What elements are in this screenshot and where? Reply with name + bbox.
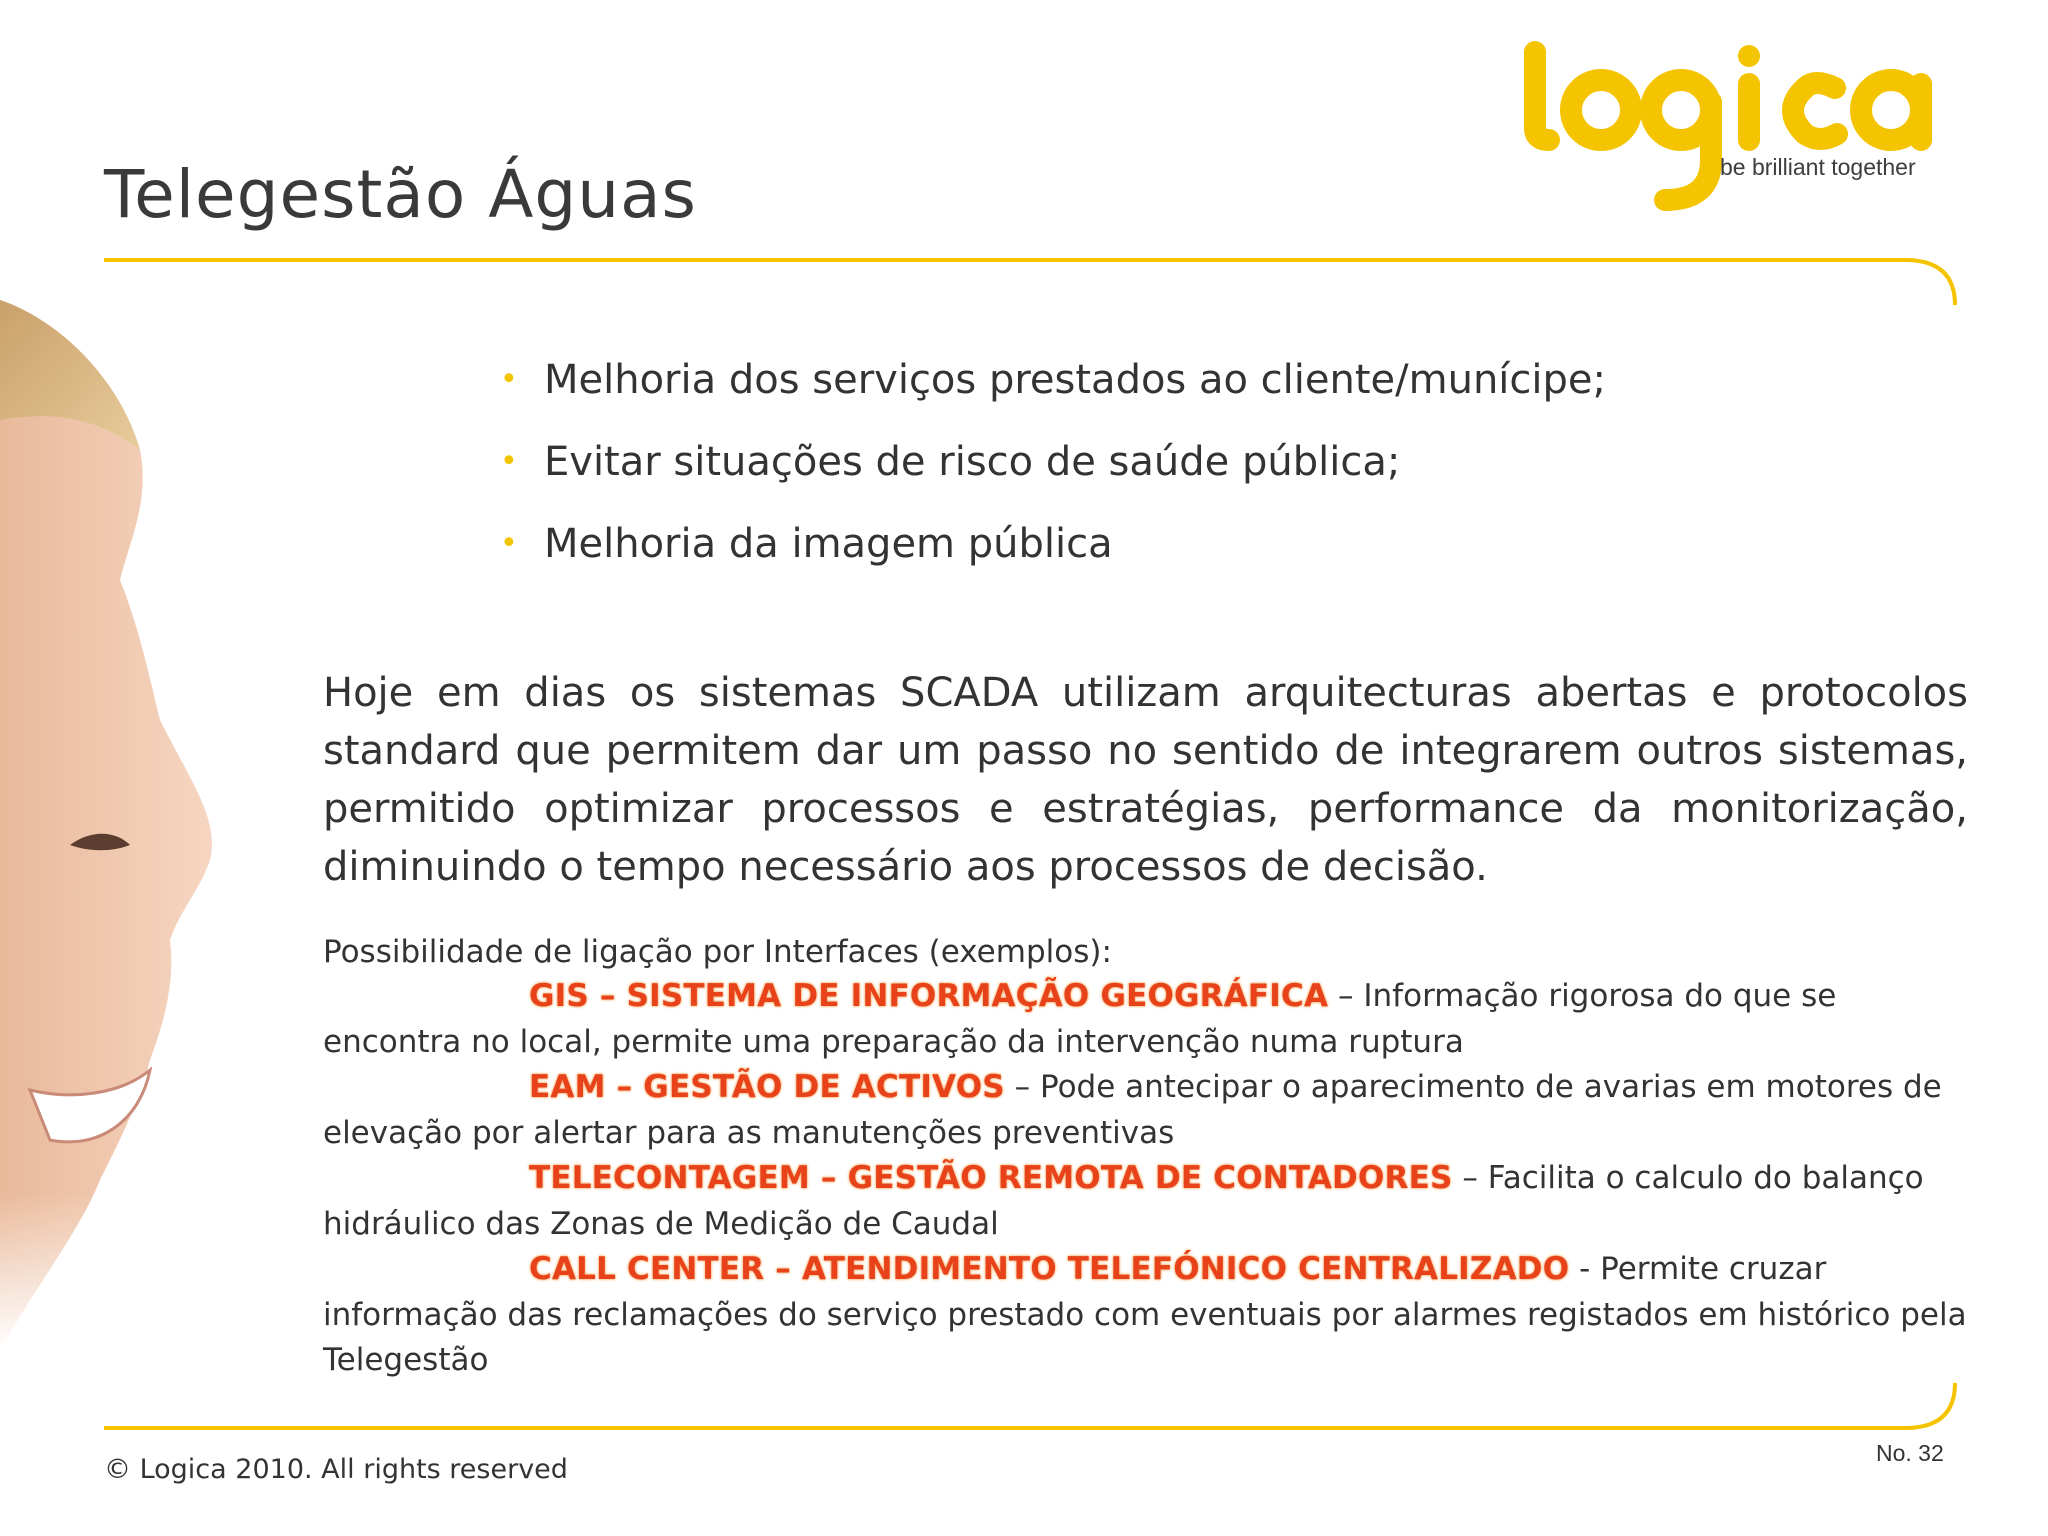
interface-description: – Pode antecipar o aparecimento de avarias em motores de elevação por alertar para as manutenções preventivas [323, 1069, 1942, 1151]
interface-description: – Facilita o calculo do balanço hidráulico das Zonas de Medição de Caudal [323, 1160, 1924, 1242]
bullet-list [500, 356, 1950, 602]
copyright-footer: © Logica 2010. All rights reserved [104, 1454, 568, 1485]
interfaces-list [323, 974, 1973, 1384]
smiling-face-image [0, 300, 230, 1350]
bullet-dot-icon: • [500, 444, 518, 479]
bullet-text: Evitar situações de risco de saúde pública; [544, 439, 1401, 485]
interface-item-telecontagem [323, 1156, 1973, 1247]
bullet-item [500, 438, 1950, 520]
interface-keyword: EAM – GESTÃO DE ACTIVOS [529, 1069, 1005, 1105]
bullet-item [500, 520, 1950, 602]
logo-tagline: be brilliant together [1720, 154, 1916, 180]
interface-item-eam [323, 1065, 1973, 1156]
slide-title: Telegestão Águas [104, 156, 697, 233]
bullet-text: Melhoria da imagem pública [544, 521, 1113, 567]
page-number: No. 32 [1876, 1440, 1944, 1466]
interface-keyword: GIS – SISTEMA DE INFORMAÇÃO GEOGRÁFICA [529, 978, 1329, 1014]
interface-description: – Informação rigorosa do que se encontra no local, permite uma preparação da intervenção numa ruptura [323, 978, 1837, 1060]
bullet-text: Melhoria dos serviços prestados ao cliente/munícipe; [544, 357, 1606, 403]
interface-description: - Permite cruzar informação das reclamações do serviço prestado com eventuais por alarmes registados em histórico pela Telegestão [323, 1251, 1967, 1378]
interface-item-call-center [323, 1247, 1973, 1384]
bullet-item [500, 356, 1950, 438]
scada-paragraph: Hoje em dias os sistemas SCADA utilizam arquitecturas abertas e protocolos standard que permitem dar um passo no sentido de integrarem outros sistemas, permitido optimizar processos e estratégias, performance da monitorização, diminuindo o tempo necessário aos processos de decisão. [323, 670, 1968, 890]
logica-logo [1515, 40, 1975, 220]
interface-item-gis [323, 974, 1973, 1065]
bullet-dot-icon: • [500, 362, 518, 397]
logica-wordmark-icon [1515, 40, 1975, 220]
bullet-dot-icon: • [500, 526, 518, 561]
interfaces-intro: Possibilidade de ligação por Interfaces (exemplos): [323, 934, 1112, 970]
interface-keyword: CALL CENTER – ATENDIMENTO TELEFÓNICO CENTRALIZADO [529, 1251, 1570, 1287]
interface-keyword: TELECONTAGEM – GESTÃO REMOTA DE CONTADORES [529, 1160, 1453, 1196]
